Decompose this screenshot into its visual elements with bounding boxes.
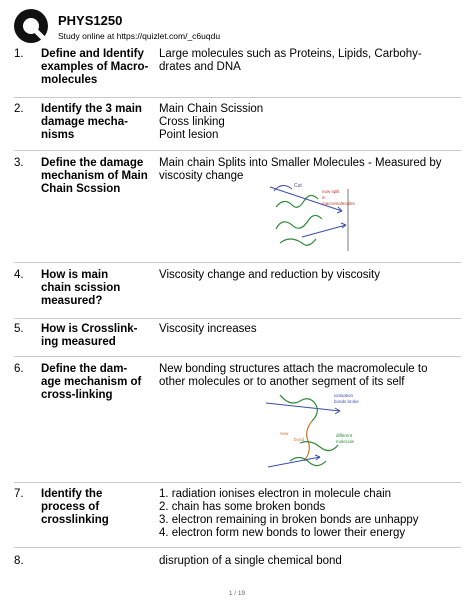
deck-title: PHYS1250 [58,13,123,28]
card-definition: Viscosity increases [159,323,257,335]
flashcard-7 [14,488,461,548]
sketch-label: different [336,433,353,438]
card-number: 7. [14,488,24,500]
card-definition: Large molecules such as Proteins, Lipids, Carbohy- drates and DNA [159,48,422,73]
sketch-label: ionisation [334,393,354,398]
card-number: 4. [14,269,24,281]
card-definition: Main Chain Scission Cross linking Point lesion [159,103,264,141]
sketch-label: bond [294,437,305,442]
flashcard-5 [14,323,461,357]
page-number: 1 / 19 [228,590,246,597]
flashcard-1 [14,48,461,98]
document-header [14,9,460,45]
card-term: Define and Identify examples of Macro- molecules [41,48,149,86]
card-definition: New bonding structures attach the macromolecule to other molecules or to another segment of its self [159,363,428,388]
main-chain-scission-sketch [262,177,372,257]
flashcard-3 [14,157,461,263]
card-term: Identify the process of crosslinking [41,488,109,526]
card-term: Define the damage mechanism of Main Chain Scssion [41,157,148,195]
flashcard-2 [14,103,461,151]
flashcard-6 [14,363,461,483]
sketch-label: Cut [294,183,302,189]
sketch-label: now split [322,189,340,194]
card-number: 1. [14,48,24,60]
quizlet-logo-icon [14,9,48,43]
sketch-label: bonds broke [334,399,359,404]
card-number: 3. [14,157,24,169]
cross-linking-sketch [260,391,370,479]
card-definition: Viscosity change and reduction by viscosity [159,269,380,281]
card-term: How is main chain scission measured? [41,269,121,307]
card-term: How is Crosslink- ing measured [41,323,138,348]
card-definition: disruption of a single chemical bond [159,555,342,567]
card-term: Identify the 3 main damage mecha- nisms [41,103,142,141]
sketch-label: new [280,431,289,436]
card-definition: Main chain Splits into Smaller Molecules - Measured by viscosity change [159,157,442,182]
sketch-label: in [322,195,326,200]
card-term: Define the dam- age mechanism of cross-linking [41,363,142,401]
deck-study-link[interactable]: Study online at https://quizlet.com/_c6uqdu [58,31,221,41]
sketch-label: macromolecules [322,201,355,206]
card-number: 8. [14,555,24,567]
sketch-label: molecule [336,439,355,444]
card-number: 6. [14,363,24,375]
flashcard-4 [14,269,461,319]
card-number: 2. [14,103,24,115]
flashcard-8 [14,555,461,573]
card-definition: 1. radiation ionises electron in molecule chain 2. chain has some broken bonds 3. electron remaining in broken bonds are unhappy 4. electron form new bonds to lower their energy [159,488,419,539]
card-number: 5. [14,323,24,335]
